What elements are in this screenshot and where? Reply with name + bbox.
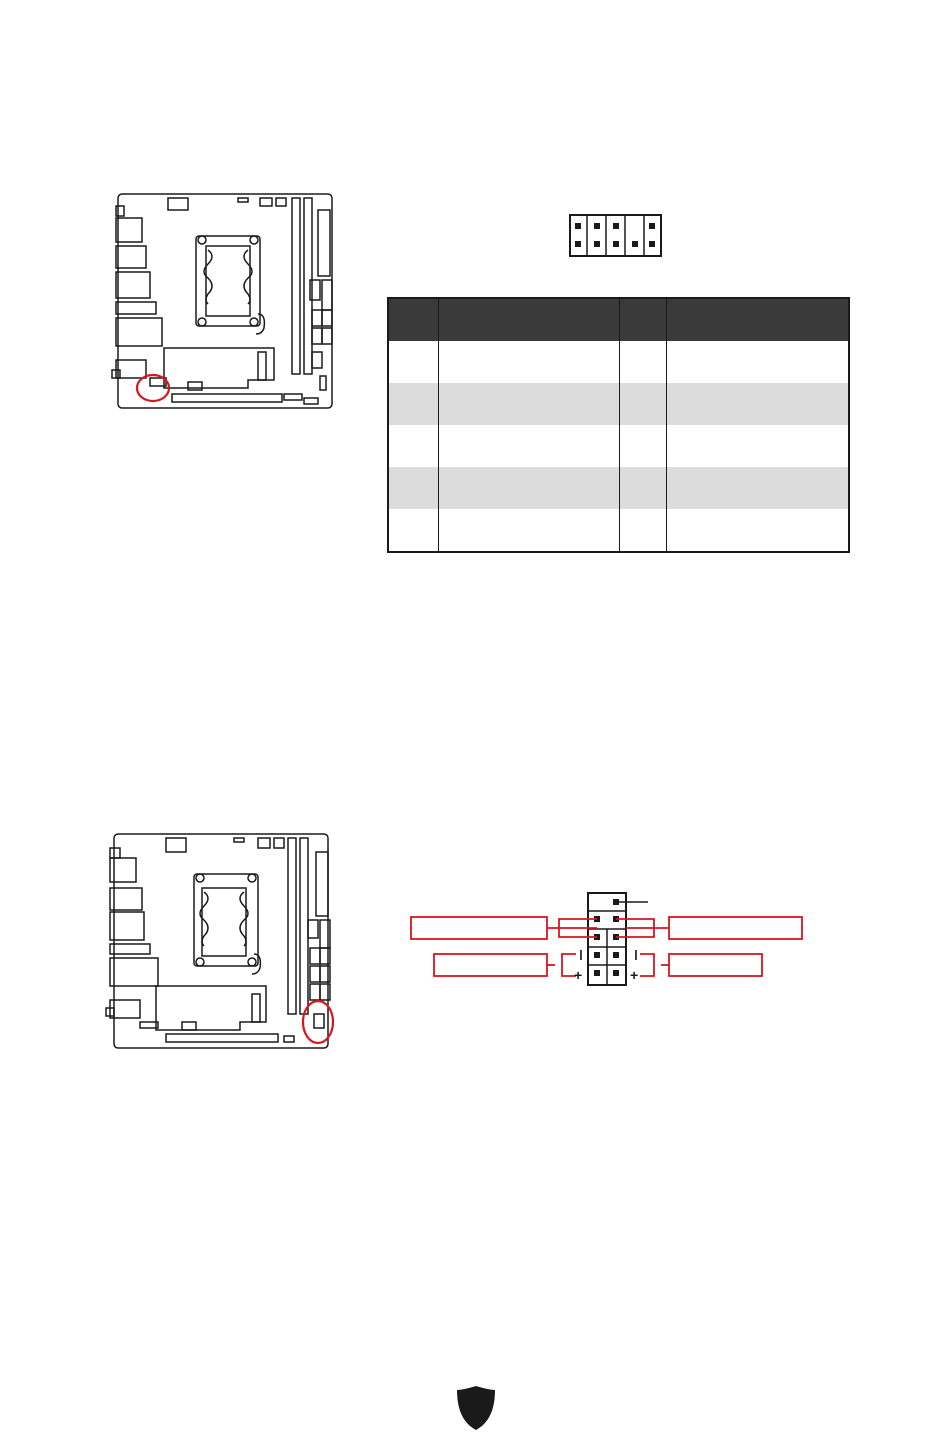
connector-pinout-icon <box>569 214 662 257</box>
table-row <box>388 467 849 509</box>
table-cell <box>388 509 438 552</box>
table-row <box>388 425 849 467</box>
motherboard-map-top <box>108 188 338 414</box>
svg-text:+: + <box>630 967 639 983</box>
table-cell <box>388 425 438 467</box>
table-cell <box>666 509 849 552</box>
table-cell <box>619 383 666 425</box>
header-signal-col <box>438 298 619 341</box>
header-signal-col-2 <box>666 298 849 341</box>
table-cell <box>388 341 438 383</box>
table-header-row <box>388 298 849 341</box>
table-cell <box>438 509 619 552</box>
header-pin-col <box>388 298 438 341</box>
table-cell <box>666 383 849 425</box>
table-cell <box>438 341 619 383</box>
table-cell <box>438 425 619 467</box>
table-cell <box>619 509 666 552</box>
svg-text:ǀ: ǀ <box>634 947 638 963</box>
table-cell <box>666 425 849 467</box>
table-row <box>388 341 849 383</box>
table-cell <box>388 383 438 425</box>
table-cell <box>388 467 438 509</box>
svg-text:ǀ: ǀ <box>579 947 583 963</box>
table-cell <box>666 341 849 383</box>
table-cell <box>619 425 666 467</box>
svg-text:+: + <box>574 967 583 983</box>
table-cell <box>438 383 619 425</box>
header-pin-col-2 <box>619 298 666 341</box>
pin-definition-table <box>387 297 850 553</box>
motherboard-map-bottom <box>104 828 338 1054</box>
msi-dragon-shield-icon <box>455 1384 497 1432</box>
table-row <box>388 383 849 425</box>
table-cell <box>666 467 849 509</box>
table-cell <box>438 467 619 509</box>
table-cell <box>619 467 666 509</box>
table-cell <box>619 341 666 383</box>
front-panel-header-diagram <box>408 888 806 992</box>
table-row <box>388 509 849 552</box>
